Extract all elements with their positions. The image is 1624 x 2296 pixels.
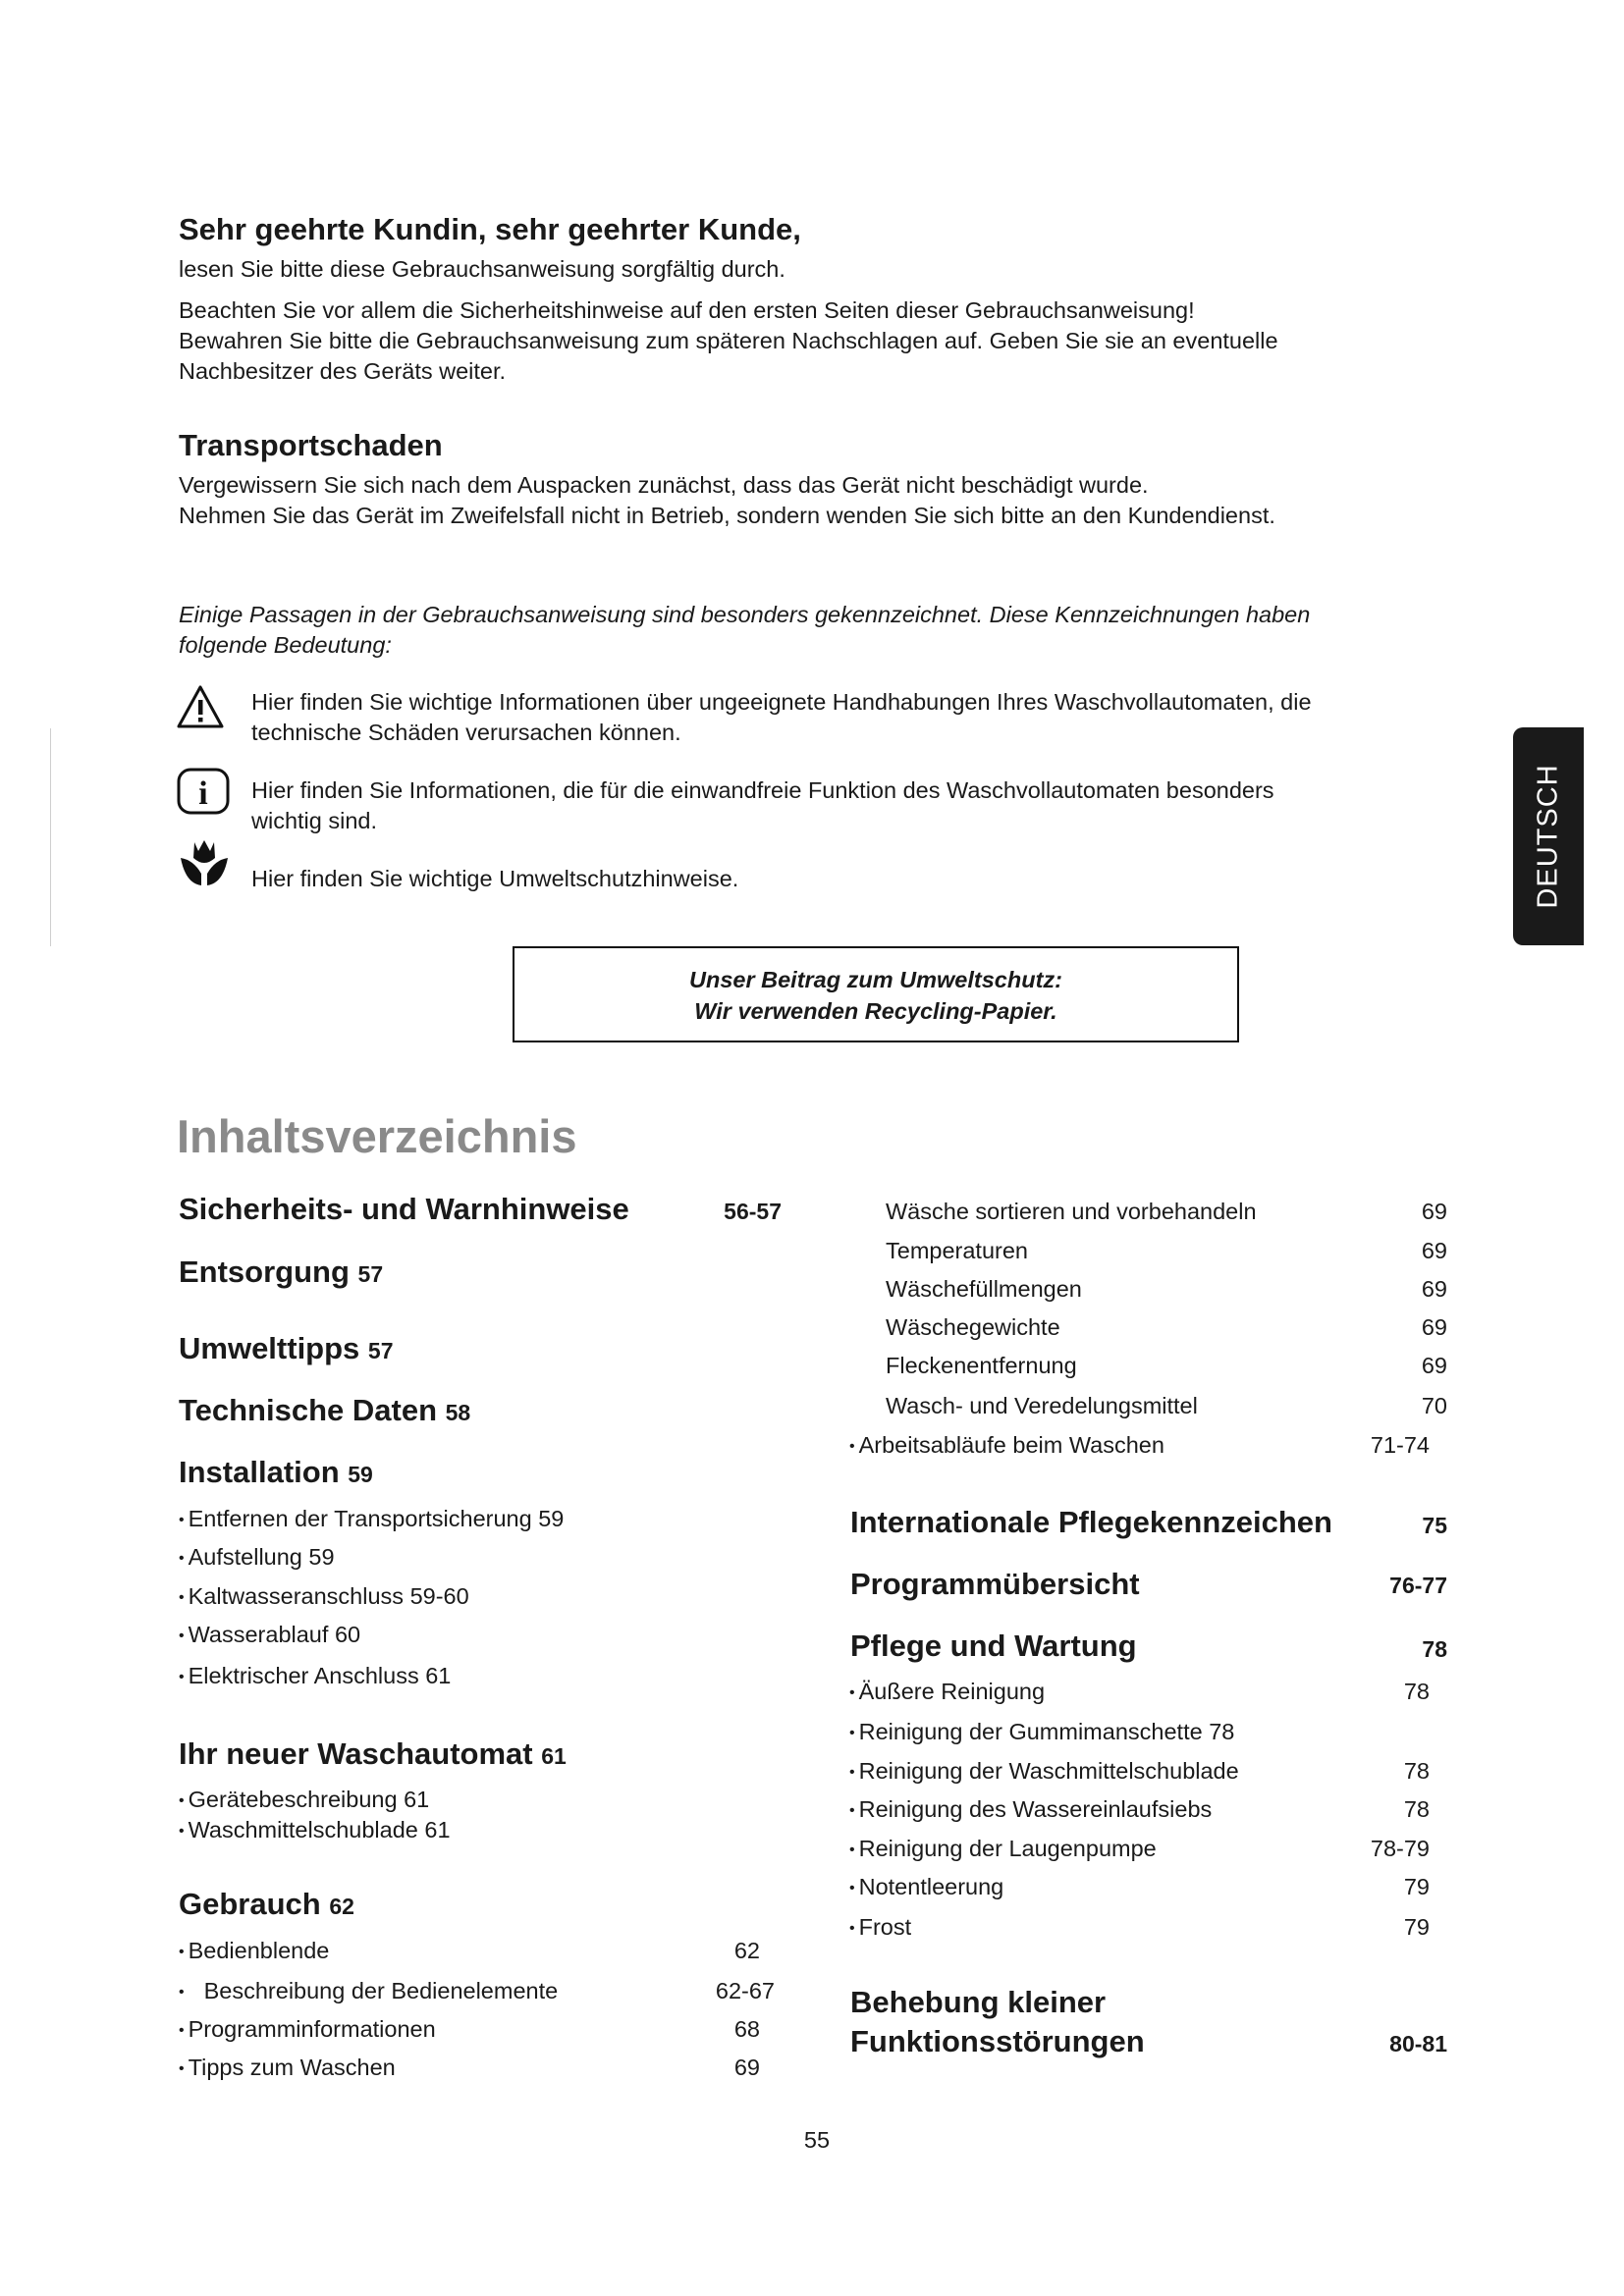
toc-item[interactable]: • Arbeitsabläufe beim Waschen	[849, 1430, 1164, 1464]
toc-page: 78	[1422, 1636, 1447, 1662]
toc-page: 78	[1403, 1758, 1430, 1784]
toc-page: 57	[367, 1338, 394, 1363]
toc-page: 79	[1403, 1874, 1430, 1899]
toc-page: 69	[1421, 1276, 1447, 1302]
margin-line	[50, 728, 51, 946]
toc-heading-behebung-line2[interactable]: Funktionsstörungen	[850, 2024, 1145, 2058]
language-side-tab-label: DEUTSCH	[1532, 764, 1564, 909]
toc-heading-waschautomat[interactable]	[179, 1736, 567, 1772]
toc-heading-behebung[interactable]: Behebung kleiner	[850, 1985, 1107, 2019]
intro-line: Nachbesitzer des Geräts weiter.	[179, 358, 507, 384]
toc-item[interactable]: • Bedienblende	[179, 1936, 329, 1969]
toc-heading-sicherheit[interactable]	[179, 1192, 629, 1227]
toc-subitem[interactable]: Temperaturen	[886, 1238, 1028, 1263]
toc-item[interactable]: • Notentleerung	[849, 1872, 1003, 1905]
toc-item[interactable]: • Reinigung der Gummimanschette 78	[849, 1717, 1234, 1750]
toc-subitem[interactable]: Wasch- und Veredelungsmittel	[886, 1393, 1198, 1418]
toc-item[interactable]: • Elektrischer Anschluss 61	[179, 1661, 451, 1694]
toc-page: 78	[1403, 1679, 1430, 1704]
transport-line: Vergewissern Sie sich nach dem Auspacken zunächst, dass das Gerät nicht beschädigt wurde.	[179, 472, 1149, 498]
toc-page: 62-67	[715, 1978, 775, 2003]
transport-line: Nehmen Sie das Gerät im Zweifelsfall nicht in Betrieb, sondern wenden Sie sich bitte an den Kundendienst.	[179, 503, 1275, 528]
transport-title: Transportschaden	[179, 428, 443, 462]
toc-item-label: Beschreibung der Bedienelemente	[203, 1978, 559, 2003]
toc-title: Inhaltsverzeichnis	[177, 1110, 577, 1162]
toc-page: 59	[348, 1462, 373, 1487]
toc-page: 78-79	[1370, 1836, 1430, 1861]
toc-subitem[interactable]: Wäschegewichte	[886, 1314, 1060, 1340]
toc-item[interactable]: • Waschmittelschublade 61	[179, 1815, 451, 1848]
toc-page: 62	[733, 1938, 760, 1963]
toc-heading-programmuebersicht[interactable]: Programmübersicht	[850, 1567, 1140, 1601]
warning-note: Hier finden Sie wichtige Informationen über ungeeignete Handhabungen Ihres Waschvollautomaten, die	[251, 689, 1312, 715]
toc-subitem[interactable]: Wäsche sortieren und vorbehandeln	[886, 1199, 1257, 1224]
toc-page: 61	[541, 1743, 567, 1769]
intro-line: Beachten Sie vor allem die Sicherheitshinweise auf den ersten Seiten dieser Gebrauchsanweisung!	[179, 297, 1195, 323]
toc-heading-label: Ihr neuer Waschautomat	[179, 1736, 533, 1771]
toc-heading-label: Sicherheits- und Warnhinweise	[179, 1192, 629, 1226]
toc-heading-label: Installation	[179, 1455, 340, 1489]
toc-page: 76-77	[1389, 1573, 1447, 1598]
toc-page: 80-81	[1389, 2031, 1447, 2056]
info-note: wichtig sind.	[251, 808, 377, 833]
toc-page: 68	[733, 2016, 760, 2042]
toc-heading-umwelttipps[interactable]	[179, 1331, 394, 1366]
toc-item[interactable]: • Programminformationen	[179, 2014, 436, 2048]
toc-heading-gebrauch[interactable]	[179, 1887, 354, 1922]
toc-heading-pflege[interactable]: Pflege und Wartung	[850, 1629, 1137, 1663]
toc-page: 79	[1403, 1914, 1430, 1940]
warning-note: technische Schäden verursachen können.	[251, 720, 681, 745]
recycling-line: Wir verwenden Recycling-Papier.	[694, 998, 1057, 1024]
passages-intro: folgende Bedeutung:	[179, 632, 392, 658]
toc-page: 78	[1403, 1796, 1430, 1822]
toc-page: 69	[1421, 1353, 1447, 1378]
info-icon	[177, 768, 230, 820]
toc-item[interactable]: • Frost	[849, 1912, 911, 1946]
intro-line: Bewahren Sie bitte die Gebrauchsanweisung zum späteren Nachschlagen auf. Geben Sie sie an eventuelle	[179, 328, 1278, 353]
toc-heading-label: Technische Daten	[179, 1393, 438, 1427]
toc-heading-label: Entsorgung	[179, 1255, 350, 1289]
toc-item[interactable]: • Reinigung des Wassereinlaufsiebs	[849, 1794, 1212, 1828]
toc-item[interactable]: • Gerätebeschreibung 61	[179, 1785, 429, 1818]
intro-title: Sehr geehrte Kundin, sehr geehrter Kunde,	[179, 212, 801, 246]
toc-item[interactable]: • Reinigung der Waschmittelschublade	[849, 1756, 1239, 1789]
eco-note: Hier finden Sie wichtige Umweltschutzhinweise.	[251, 866, 739, 891]
svg-text:i: i	[198, 775, 208, 812]
toc-page: 69	[1421, 1314, 1447, 1340]
toc-page: 62	[329, 1894, 354, 1919]
toc-page: 70	[1421, 1393, 1447, 1418]
toc-page: 56-57	[724, 1199, 782, 1224]
intro-line: lesen Sie bitte diese Gebrauchsanweisung sorgfältig durch.	[179, 256, 785, 282]
toc-heading-entsorgung[interactable]	[179, 1255, 383, 1290]
toc-heading-technische-daten[interactable]	[179, 1393, 470, 1428]
toc-item[interactable]: • Kaltwasseranschluss 59-60	[179, 1581, 469, 1615]
bullet-icon: •	[179, 1984, 185, 2001]
toc-item[interactable]: • Tipps zum Waschen	[179, 2053, 396, 2086]
toc-heading-installation[interactable]	[179, 1455, 373, 1490]
language-side-tab[interactable]	[1513, 727, 1584, 945]
toc-page: 58	[445, 1400, 471, 1425]
toc-page: 71-74	[1370, 1432, 1430, 1458]
toc-heading-label: Gebrauch	[179, 1887, 321, 1921]
toc-heading-label: Umwelttipps	[179, 1331, 360, 1365]
toc-page: 75	[1422, 1513, 1447, 1538]
toc-item[interactable]: • Wasserablauf 60	[179, 1620, 360, 1653]
page-number: 55	[803, 2127, 831, 2153]
toc-item[interactable]: • Äußere Reinigung	[849, 1677, 1045, 1710]
info-note: Hier finden Sie Informationen, die für die einwandfreie Funktion des Waschvollautomaten besonders	[251, 777, 1274, 803]
toc-page: 69	[1421, 1238, 1447, 1263]
passages-intro: Einige Passagen in der Gebrauchsanweisung sind besonders gekennzeichnet. Diese Kennzeichnungen haben	[179, 602, 1311, 627]
toc-subitem[interactable]: Fleckenentfernung	[886, 1353, 1077, 1378]
toc-subitem[interactable]: Wäschefüllmengen	[886, 1276, 1082, 1302]
toc-item[interactable]: • Entfernen der Transportsicherung 59	[179, 1504, 564, 1537]
toc-item[interactable]	[179, 1976, 558, 2009]
toc-item[interactable]: • Aufstellung 59	[179, 1542, 335, 1575]
toc-page: 57	[357, 1261, 384, 1287]
warning-triangle-icon	[177, 684, 224, 734]
toc-heading-pflegekennzeichen[interactable]: Internationale Pflegekennzeichen	[850, 1505, 1332, 1539]
eco-flower-icon	[178, 836, 231, 892]
toc-page: 69	[733, 2055, 760, 2080]
toc-page: 69	[1421, 1199, 1447, 1224]
recycling-line: Unser Beitrag zum Umweltschutz:	[689, 967, 1062, 992]
recycling-notice-box	[513, 946, 1239, 1042]
toc-item[interactable]: • Reinigung der Laugenpumpe	[849, 1834, 1157, 1867]
